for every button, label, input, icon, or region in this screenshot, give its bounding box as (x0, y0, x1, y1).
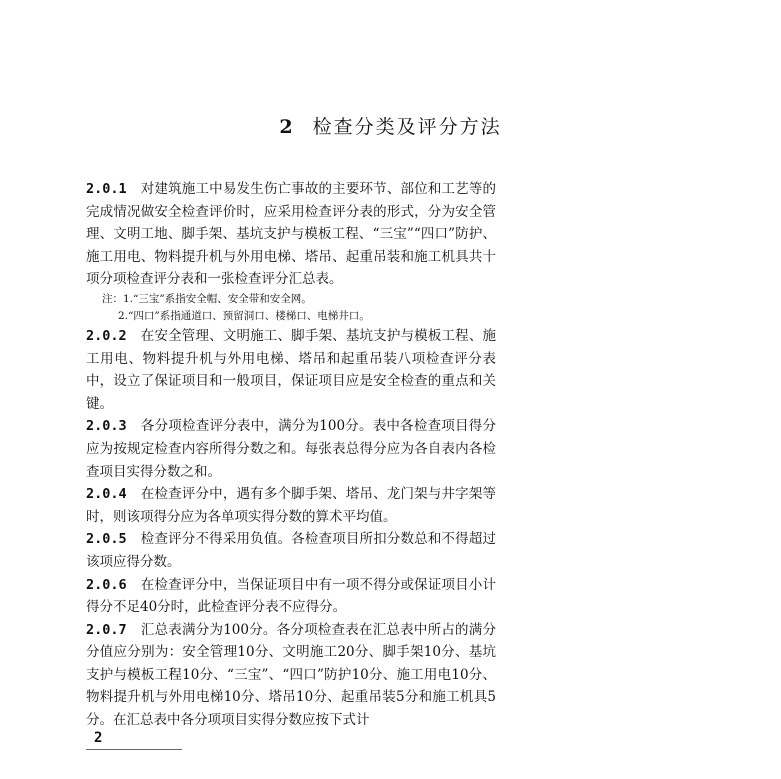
paragraph-2-0-7 (86, 619, 496, 732)
footer-rule (86, 749, 182, 750)
clause-number: 2.0.3 (86, 418, 127, 435)
clause-text: 检查评分不得采用负值。各检查项目所扣分数总和不得超过该项应得分数。 (86, 531, 496, 570)
paragraph-2-0-4 (86, 483, 496, 528)
paragraph-2-0-6 (86, 574, 496, 619)
note-1: 注：1.“三宝”系指安全帽、安全带和安全网。 (102, 292, 312, 305)
clause-number: 2.0.4 (86, 486, 127, 503)
paragraph-2-0-2 (86, 325, 496, 415)
note-2: 2.“四口”系指通道口、预留洞口、楼梯口、电梯井口。 (118, 309, 370, 322)
clause-number: 2.0.5 (86, 531, 127, 548)
clause-text: 在检查评分中，遇有多个脚手架、塔吊、龙门架与井字架等时，则该项得分应为各单项实得分数的算术平均值。 (86, 486, 496, 525)
section-title: 检查分类及评分方法 (312, 116, 502, 138)
paragraph-2-0-3 (86, 415, 496, 483)
clause-text: 在检查评分中，当保证项目中有一项不得分或保证项目小计得分不足40分时，此检查评分表不应得分。 (86, 576, 496, 616)
page-number: 2 (94, 730, 103, 746)
section-number: 2 (279, 116, 295, 138)
clause-text: 在安全管理、文明施工、脚手架、基坑支护与模板工程、施工用电、物料提升机与外用电梯、塔吊和起重吊装八项检查评分表中，设立了保证项目和一般项目，保证项目应是安全检查的重点和关键。 (86, 327, 496, 412)
clause-text: 对建筑施工中易发生伤亡事故的主要环节、部位和工艺等的完成情况做安全检查评价时，应采用检查评分表的形式，分为安全管理、文明工地、脚手架、基坑支护与模板工程、“三宝”“四口”防护、施工用电、物料提升机与外用电梯、塔吊、起重吊装和施工机具共十项分项检查评分表和一张检查评分汇总表。 (86, 181, 496, 288)
clause-text: 各分项检查评分表中，满分为100分。表中各检查项目得分应为按规定检查内容所得分数之和。每张表总得分应为各自表内各检查项目实得分数之和。 (86, 418, 496, 480)
paragraph-2-0-1 (86, 178, 496, 291)
clause-number: 2.0.1 (86, 181, 127, 197)
body-text (86, 178, 496, 732)
clause-number: 2.0.7 (86, 621, 127, 638)
section-heading (0, 112, 781, 139)
clause-number: 2.0.2 (86, 327, 127, 344)
clause-number: 2.0.6 (86, 576, 127, 593)
clause-text: 汇总表满分为100分。各分项检查表在汇总表中所占的满分分值应分别为：安全管理10分、文明施工20分、脚手架10分、基坑支护与模板工程10分、“三宝”、“四口”防护10分、施工用电10分、物料提升机与外用电梯10分、塔吊10分、起重吊装5分和施工机具5分。在汇总表中各分项项目实得分数应按下式计 (86, 621, 496, 729)
paragraph-2-0-5 (86, 528, 496, 573)
